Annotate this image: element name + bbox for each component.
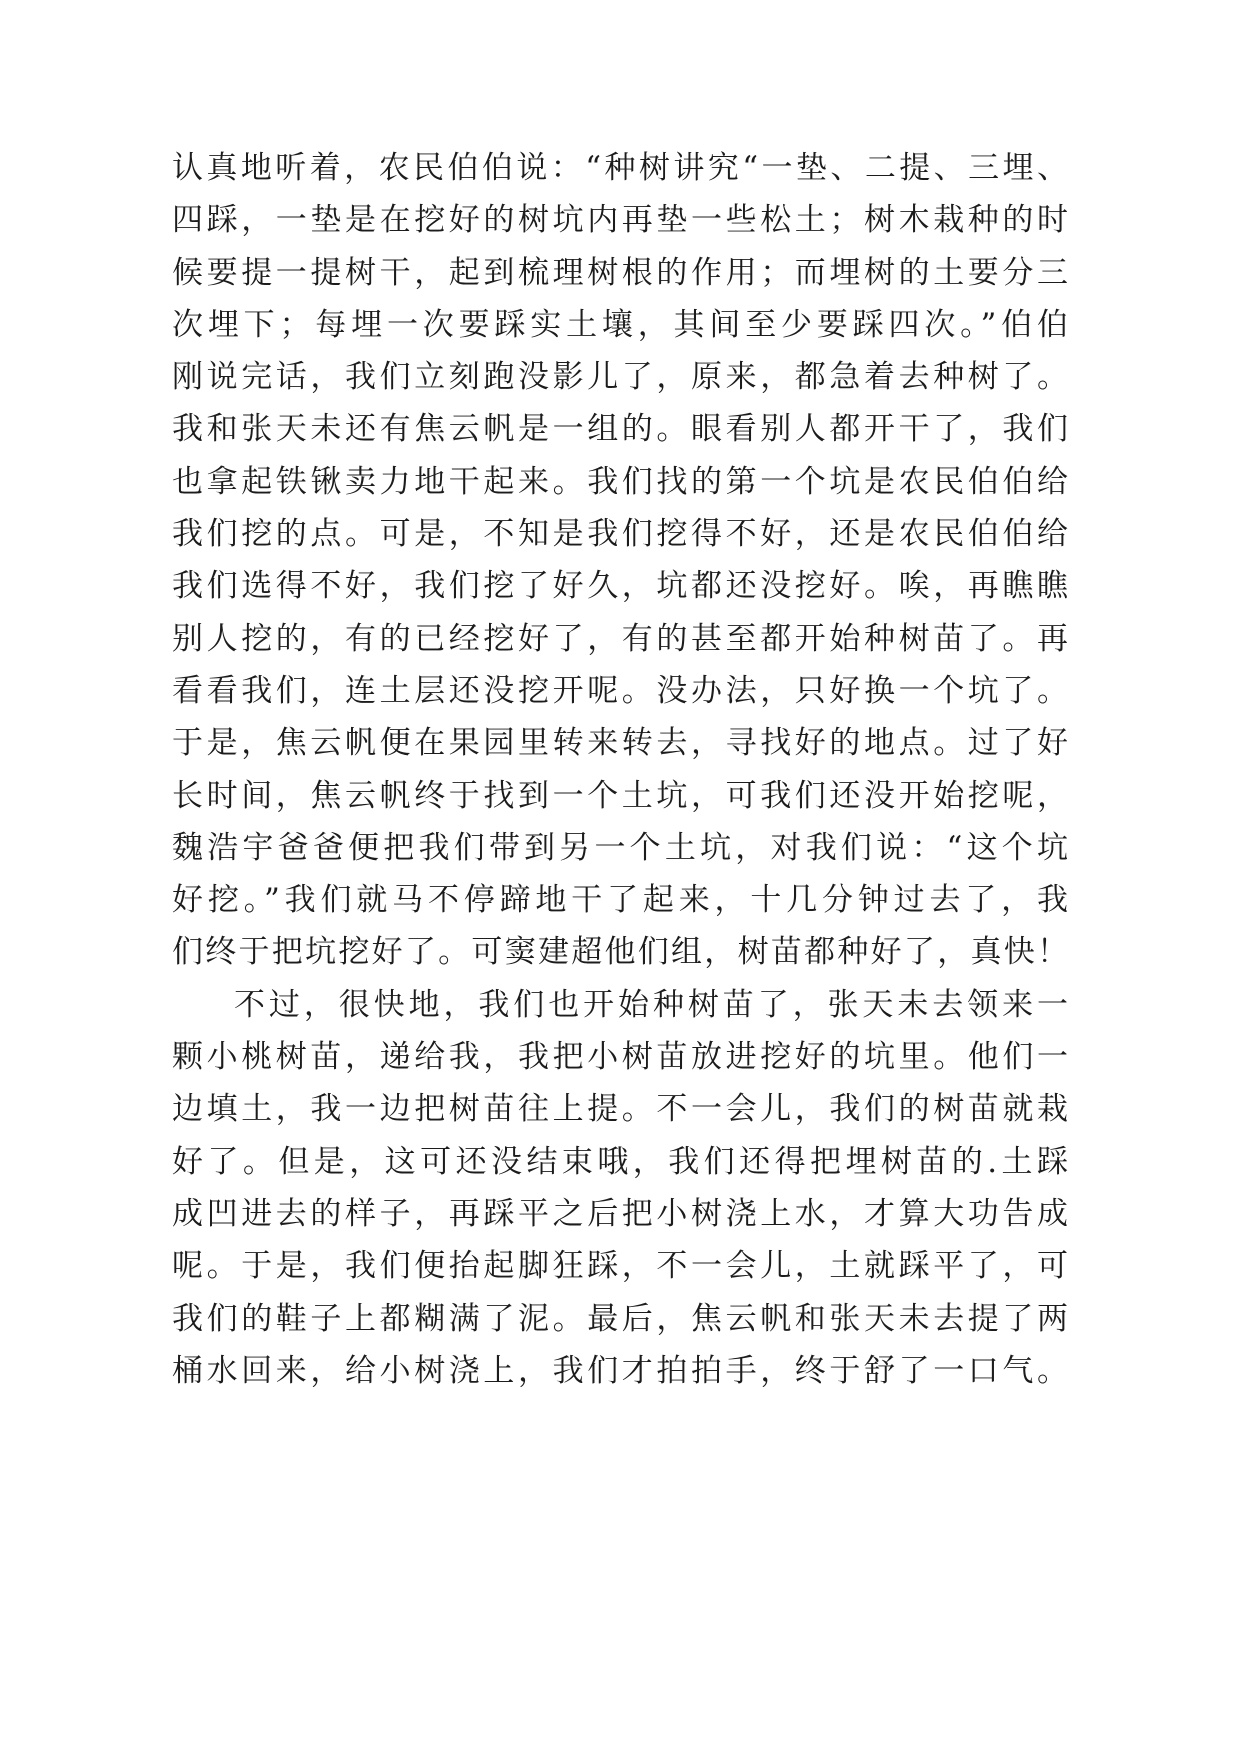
text-line: 们终于把坑挖好了。可窦建超他们组，树苗都种好了，真快！ xyxy=(172,934,1068,971)
text-line: 不过，很快地，我们也开始种树苗了，张天未去领来一 xyxy=(234,986,1068,1023)
text-line: 我们挖的点。可是，不知是我们挖得不好，还是农民伯伯给 xyxy=(172,516,1068,553)
text-line: 我和张天未还有焦云帆是一组的。眼看别人都开干了，我们 xyxy=(172,411,1068,448)
text-line: 魏浩宇爸爸便把我们带到另一个土坑，对我们说：“这个坑 xyxy=(172,829,1068,866)
text-line: 我们的鞋子上都糊满了泥。最后，焦云帆和张天未去提了两 xyxy=(172,1300,1068,1337)
text-line: 刚说完话，我们立刻跑没影儿了，原来，都急着去种树了。 xyxy=(172,359,1068,396)
text-line: 也拿起铁锹卖力地干起来。我们找的第一个坑是农民伯伯给 xyxy=(172,463,1068,500)
text-line: 认真地听着，农民伯伯说：“种树讲究“一垫、二提、三埋、 xyxy=(172,150,1068,186)
text-line: 长时间，焦云帆终于找到一个土坑，可我们还没开始挖呢， xyxy=(172,777,1068,814)
text-line: 候要提一提树干，起到梳理树根的作用；而埋树的土要分三 xyxy=(172,254,1068,291)
text-line: 好挖。”我们就马不停蹄地干了起来，十几分钟过去了，我 xyxy=(172,882,1068,919)
text-line: 看看我们，连土层还没挖开呢。没办法，只好换一个坑了。 xyxy=(172,672,1068,709)
text-line: 次埋下；每埋一次要踩实土壤，其间至少要踩四次。”伯伯 xyxy=(172,306,1068,343)
text-line: 别人挖的，有的已经挖好了，有的甚至都开始种树苗了。再 xyxy=(172,620,1068,657)
text-line: 颗小桃树苗，递给我，我把小树苗放进挖好的坑里。他们一 xyxy=(172,1039,1068,1076)
paragraph xyxy=(172,142,1068,979)
text-line: 成凹进去的样子，再踩平之后把小树浇上水，才算大功告成 xyxy=(172,1195,1068,1232)
text-line: 桶水回来，给小树浇上，我们才拍拍手，终于舒了一口气。 xyxy=(172,1352,1068,1389)
text-line: 于是，焦云帆便在果园里转来转去，寻找好的地点。过了好 xyxy=(172,725,1068,762)
paragraph xyxy=(172,979,1068,1397)
text-line: 四踩，一垫是在挖好的树坑内再垫一些松土；树木栽种的时 xyxy=(172,202,1068,239)
text-line: 呢。于是，我们便抬起脚狂踩，不一会儿，土就踩平了，可 xyxy=(172,1248,1068,1285)
text-line: 边填土，我一边把树苗往上提。不一会儿，我们的树苗就栽 xyxy=(172,1091,1068,1128)
text-line: 我们选得不好，我们挖了好久，坑都还没挖好。唉，再瞧瞧 xyxy=(172,568,1068,605)
body-text xyxy=(172,142,1068,1397)
text-line: 好了。但是，这可还没结束哦，我们还得把埋树苗的.土踩 xyxy=(172,1143,1068,1180)
